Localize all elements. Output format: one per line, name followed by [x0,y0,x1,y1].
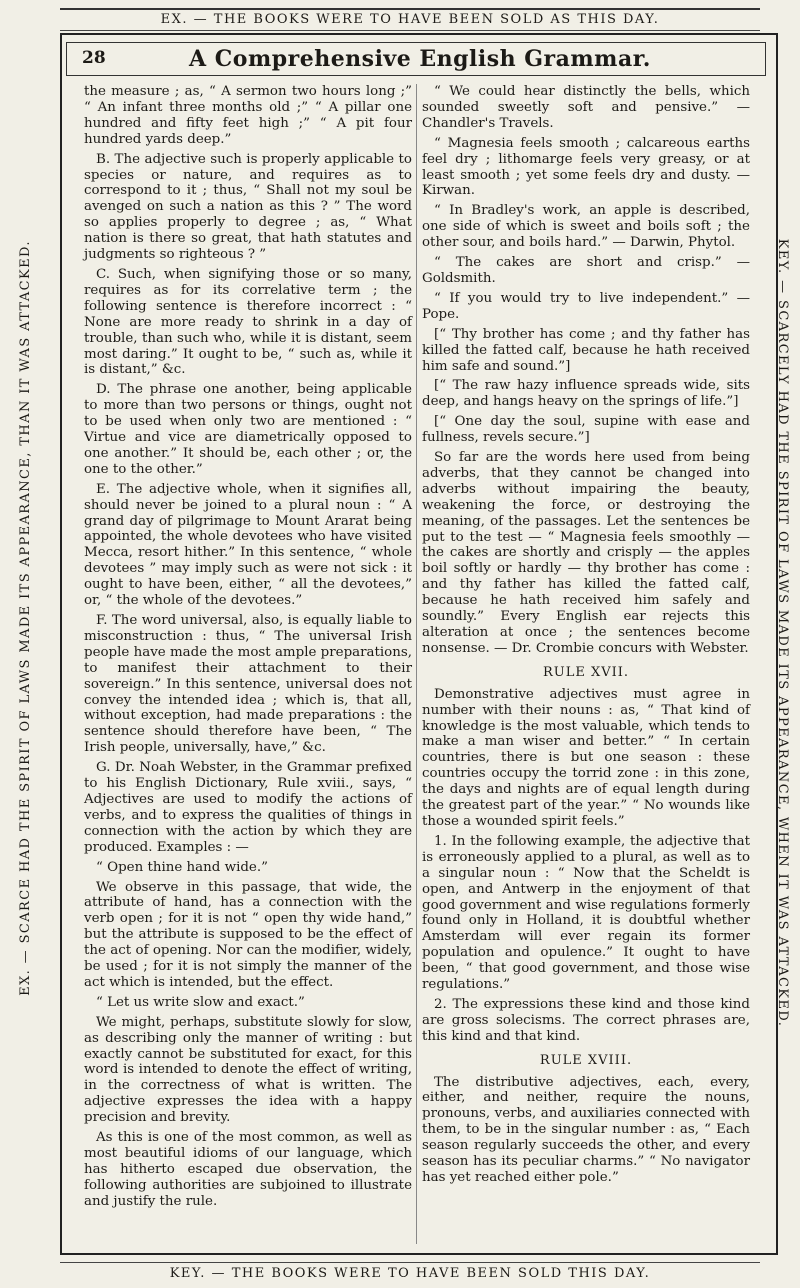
paragraph: F. The word universal, also, is equally liable to misconstruction : thus, “ The universal Irish people have made the most ample preparations, to manifest their attachment to their sovereign.” In this sentence, universal does not convey the intended idea ; which is, that all, without exception, had made preparations : the sentence should therefore have been, “ The Irish people, universally, have,” &c. [84,613,412,756]
paragraph: C. Such, when signifying those or so many, requires as for its correlative term ; the following sentence is therefore incorrect : “ None are more ready to shrink in a day of trouble, than such who, while it is distant, seem most daring.” It ought to be, “ such as, while it is distant,” &c. [84,266,412,378]
column-divider [416,84,417,1244]
running-head-rule [60,30,760,31]
paragraph: [“ The raw hazy influence spreads wide, sits deep, and hangs heavy on the springs of life.”] [422,378,750,410]
paragraph: We might, perhaps, substitute slowly for slow, as describing only the manner of writing : but exactly cannot be substituted for exact, for this word is intended to denote the effect of writing, in the correctness of what is written. The adjective expresses the idea with a happy precision and brevity. [84,1014,412,1126]
paragraph: G. Dr. Noah Webster, in the Grammar prefixed to his English Dictionary, Rule xviii., says, “ Adjectives are used to modify the actions of verbs, and to express the qualities of things in connection with the action by which they are produced. Examples : — [84,760,412,855]
paragraph: the measure ; as, “ A sermon two hours long ;” “ An infant three months old ;” “ A pillar one hundred and fifty feet high ;” “ A pit four hundred yards deep.” [84,84,412,147]
paragraph: “ Open thine hand wide.” [96,859,268,875]
paragraph: The distributive adjectives, each, every, either, and neither, require the nouns, pronouns, verbs, and auxiliaries connected with them, to be in the singular number : as, “ Each season regularly succeeds the other, and every season has its peculiar charms.” “ No navigator has yet reached either pole.” [422,1074,750,1185]
bottom-rule [60,1262,760,1263]
paragraph: “ If you would try to live independent.” — Pope. [422,290,750,322]
paragraph: [“ Thy brother has come ; and thy father has killed the fatted calf, because he hath received him safe and sound.”] [422,326,750,374]
right-column [422,84,750,1190]
paragraph: B. The adjective such is properly applicable to species or nature, and requires as to correspond to it ; thus, “ Shall not my soul be avenged on such a nation as this ? ” The word so applies properly to degree ; as, “ What nation is there so great, that hath statutes and judgments so righteous ? ” [84,151,412,263]
paragraph: “ In Bradley's work, an apple is described, one side of which is sweet and boils soft ; the other sour, and boils hard.” — Darwin, Phytol. [422,203,750,251]
page-number: 28 [82,48,106,68]
running-foot: KEY. — THE BOOKS WERE TO HAVE BEEN SOLD THIS DAY. [169,1266,651,1281]
left-column [84,84,412,1214]
paragraph: “ We could hear distinctly the bells, which sounded sweetly soft and pensive.” — Chandler's Travels. [422,84,750,131]
side-text-left: EX. — SCARCE HAD THE SPIRIT OF LAWS MADE ITS APPEARANCE, THAN IT WAS ATTACKED. [18,240,33,996]
paragraph: E. The adjective whole, when it signifies all, should never be joined to a plural noun : “ A grand day of pilgrimage to Mount Ararat being appointed, the whole devotees who have visited Mecca, resort hither.” In this sentence, “ whole devotees ” may imply such as were not sick : it ought to have been, either, “ all the devotees,” or, “ the whole of the devotees.” [84,481,412,609]
paragraph: D. The phrase one another, being applicable to more than two persons or things, ought not to be used when only two are mentioned : “ Virtue and vice are diametrically opposed to one another.” It should be, each other ; or, the one to the other.” [84,382,412,477]
rule-heading: RULE XVII. [542,664,630,680]
paragraph: We observe in this passage, that wide, the attribute of hand, has a connection with the verb open ; for it is not “ open thy wide hand,” but the attribute is supposed to be the effect of the act of opening. Nor can the modifier, widely, be used ; for it is not simply the manner of the act which is intended, but the effect. [84,879,412,990]
paragraph: 1. In the following example, the adjective that is erroneously applied to a plural, as well as to a singular noun : “ Now that the Scheldt is open, and Antwerp in the enjoyment of that good government and wise regulations formerly found only in Holland, it is doubtful whether Amsterdam will ever regain its former population and opulence.” It ought to have been, “ that good government, and those wise regulations.” [422,833,750,993]
paragraph: Demonstrative adjectives must agree in number with their nouns : as, “ That kind of knowledge is the most valuable, which tends to make a man wiser and better.” “ In certain countries, there is but one season : these countries occupy the torrid zone : in this zone, the days and nights are of equal length during the greatest part of the year.” “ No wounds like those a wounded spirit feels.” [422,686,750,829]
paragraph: “ Let us write slow and exact.” [96,994,305,1010]
top-rule [60,8,760,10]
side-text-right: KEY. — SCARCELY HAD THE SPIRIT OF LAWS MADE ITS APPEARANCE, WHEN IT WAS ATTACKED. [775,238,790,1028]
paragraph: So far are the words here used from being adverbs, that they cannot be changed into adverbs without impairing the beauty, weakening the force, or destroying the meaning, of the passages. Let the sentences be put to the test — “ Magnesia feels smoothly — the cakes are shortly and crisply — the apples boil softly or hardly — thy brother has come : and thy father has killed the fatted calf, because he hath received him safely and soundly.” Every English ear rejects this alteration at once ; the sentences become nonsense. — Dr. Crombie concurs with Webster. [422,450,750,656]
paragraph: 2. The expressions these kind and those kind are gross solecisms. The correct phrases are, this kind and that kind. [422,996,750,1044]
paragraph: “ The cakes are short and crisp.” — Goldsmith. [422,255,750,286]
paragraph: As this is one of the most common, as well as most beautiful idioms of our language, which has hitherto escaped due observation, the following authorities are subjoined to illustrate and justify the rule. [84,1130,412,1209]
book-title: A Comprehensive English Grammar. [189,46,651,72]
rule-heading: RULE XVIII. [539,1052,633,1068]
paragraph: [“ One day the soul, supine with ease and fullness, revels secure.”] [422,414,750,446]
running-head: EX. — THE BOOKS WERE TO HAVE BEEN SOLD AS THIS DAY. [160,12,660,27]
paragraph: “ Magnesia feels smooth ; calcareous earths feel dry ; lithomarge feels very greasy, or at least smooth ; yet some feels dry and dusty. — Kirwan. [422,135,750,199]
